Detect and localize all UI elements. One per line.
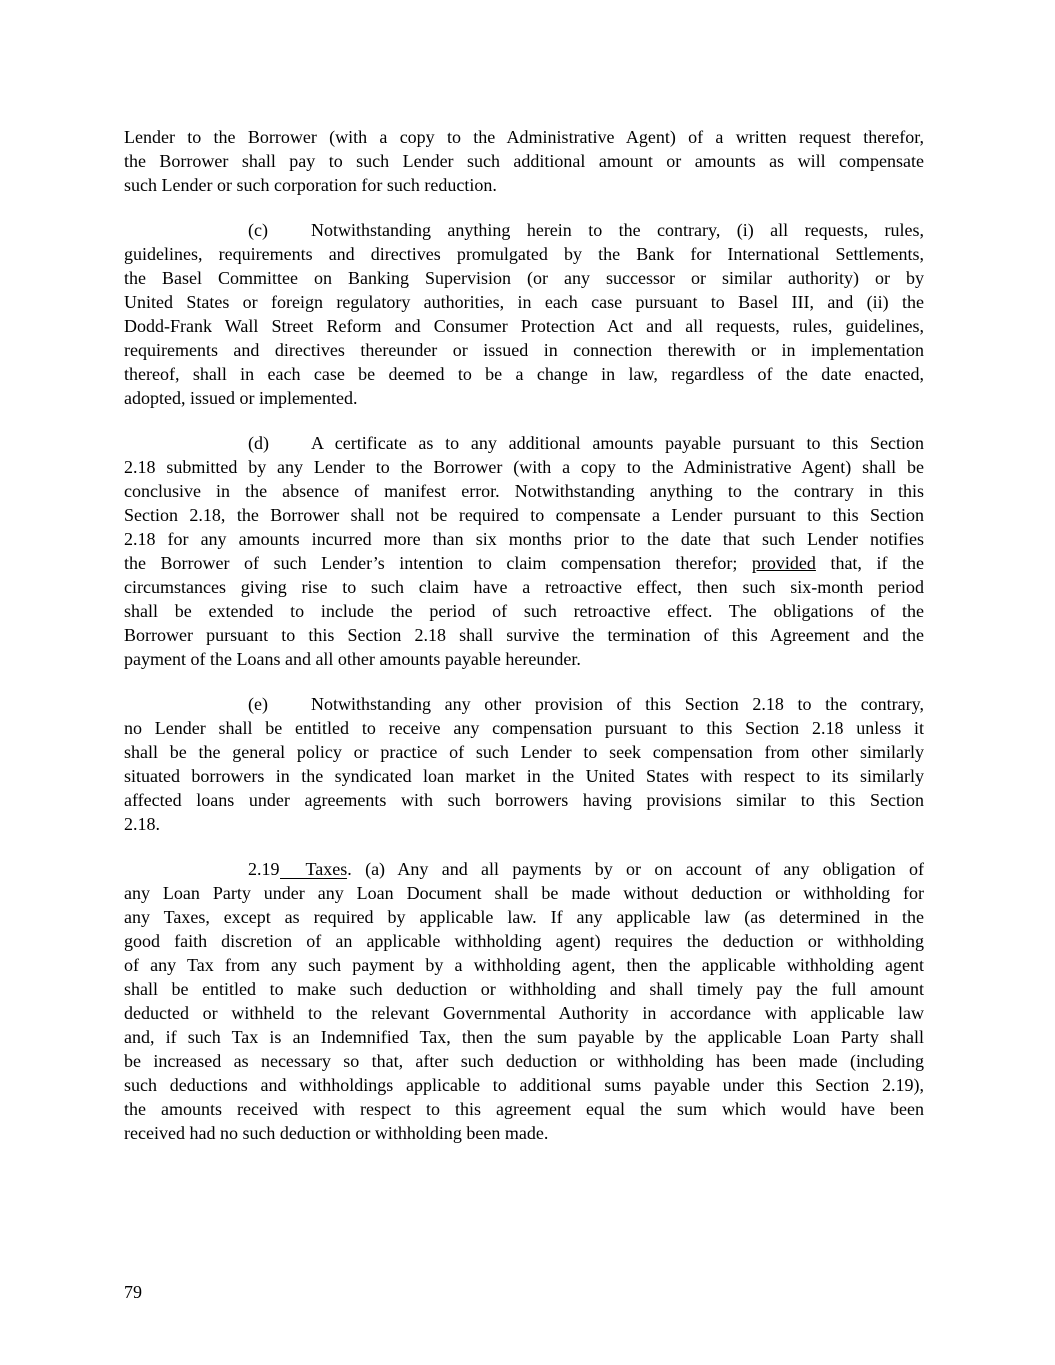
text-line <box>124 1001 924 1025</box>
text-line <box>124 386 924 410</box>
text-line <box>124 692 924 716</box>
line-text: any Loan Party under any Loan Document shall be made without deduction or withholding for <box>124 883 924 903</box>
text-line <box>124 857 924 881</box>
text-line <box>124 173 924 197</box>
line-text: such deductions and withholdings applicable to additional sums payable under this Section 2.19), <box>124 1075 924 1095</box>
line-text: good faith discretion of an applicable withholding agent) requires the deduction or withholding <box>124 931 924 951</box>
line-text: payment of the Loans and all other amounts payable hereunder. <box>124 649 581 669</box>
paragraph <box>124 857 924 1145</box>
paragraph-label: (d) <box>248 433 269 453</box>
text-line <box>124 1073 924 1097</box>
text-line <box>124 716 924 740</box>
text-line <box>124 431 924 455</box>
line-text: that, if the <box>815 553 924 573</box>
line-text: Notwithstanding anything herein to the contrary, (i) all requests, rules, <box>311 220 924 240</box>
page-number: 79 <box>124 1282 142 1302</box>
document-body <box>124 125 924 1166</box>
text-line <box>124 977 924 1001</box>
line-text: . (a) Any and all payments by or on account of any obligation of <box>347 859 924 879</box>
line-text: Borrower pursuant to this Section 2.18 shall survive the termination of this Agreement and the <box>124 625 924 645</box>
line-text: shall be the general policy or practice of such Lender to seek compensation from other similarly <box>124 742 924 762</box>
underlined-term: provided <box>751 553 816 573</box>
line-text: circumstances giving rise to such claim have a retroactive effect, then such six-month period <box>124 577 924 597</box>
text-line <box>124 905 924 929</box>
text-line <box>124 218 924 242</box>
line-text: the Borrower of such Lender’s intention to claim compensation therefor; <box>124 553 752 573</box>
text-line <box>124 1025 924 1049</box>
line-text: thereof, shall in each case be deemed to be a change in law, regardless of the date enacted, <box>124 364 924 384</box>
text-line <box>124 647 924 671</box>
text-line <box>124 290 924 314</box>
text-line <box>124 788 924 812</box>
text-line <box>124 740 924 764</box>
line-text: received had no such deduction or withholding been made. <box>124 1123 549 1143</box>
text-line <box>124 551 924 575</box>
line-text: affected loans under agreements with such borrowers having provisions similar to this Section <box>124 790 924 810</box>
paragraph <box>124 218 924 410</box>
text-line <box>124 503 924 527</box>
text-line <box>124 953 924 977</box>
line-text: Dodd-Frank Wall Street Reform and Consumer Protection Act and all requests, rules, guidelines, <box>124 316 924 336</box>
paragraph-label: (e) <box>248 694 268 714</box>
text-line <box>124 125 924 149</box>
line-text: 2.18. <box>124 814 160 834</box>
text-line <box>124 527 924 551</box>
text-line <box>124 1049 924 1073</box>
line-text: guidelines, requirements and directives promulgated by the Bank for International Settlements, <box>124 244 924 264</box>
text-line <box>124 812 924 836</box>
text-line <box>124 149 924 173</box>
line-text: deducted or withheld to the relevant Governmental Authority in accordance with applicable law <box>124 1003 924 1023</box>
section-number: 2.19 <box>248 859 280 879</box>
text-line <box>124 1121 924 1145</box>
line-text: the Basel Committee on Banking Supervision (or any successor or similar authority) or by <box>124 268 924 288</box>
text-line <box>124 623 924 647</box>
text-line <box>124 242 924 266</box>
line-text: and, if such Tax is an Indemnified Tax, then the sum payable by the applicable Loan Party shall <box>124 1027 924 1047</box>
line-text: 2.18 for any amounts incurred more than six months prior to the date that such Lender notifies <box>124 529 924 549</box>
line-text: requirements and directives thereunder or issued in connection therewith or in implementation <box>124 340 924 360</box>
line-text: adopted, issued or implemented. <box>124 388 358 408</box>
text-line <box>124 338 924 362</box>
text-line <box>124 1097 924 1121</box>
text-line <box>124 362 924 386</box>
line-text: no Lender shall be entitled to receive any compensation pursuant to this Section 2.18 unless it <box>124 718 924 738</box>
text-line <box>124 575 924 599</box>
line-text: United States or foreign regulatory authorities, in each case pursuant to Basel III, and (ii) the <box>124 292 924 312</box>
line-text: such Lender or such corporation for such reduction. <box>124 175 497 195</box>
paragraph <box>124 431 924 671</box>
line-text: be increased as necessary so that, after such deduction or withholding has been made (including <box>124 1051 924 1071</box>
line-text: the amounts received with respect to this agreement equal the sum which would have been <box>124 1099 924 1119</box>
line-text: shall be entitled to make such deduction or withholding and shall timely pay the full amount <box>124 979 924 999</box>
line-text: shall be extended to include the period of such retroactive effect. The obligations of the <box>124 601 924 621</box>
line-text: of any Tax from any such payment by a withholding agent, then the applicable withholding agent <box>124 955 924 975</box>
section-heading: Taxes <box>280 860 348 879</box>
text-line <box>124 929 924 953</box>
line-text: Notwithstanding any other provision of this Section 2.18 to the contrary, <box>311 694 924 714</box>
text-line <box>124 455 924 479</box>
text-line <box>124 479 924 503</box>
paragraph <box>124 692 924 836</box>
text-line <box>124 599 924 623</box>
line-text: A certificate as to any additional amounts payable pursuant to this Section <box>311 433 924 453</box>
text-line <box>124 266 924 290</box>
text-line <box>124 764 924 788</box>
line-text: conclusive in the absence of manifest error. Notwithstanding anything to the contrary in this <box>124 481 924 501</box>
paragraph <box>124 125 924 197</box>
text-line <box>124 881 924 905</box>
line-text: Section 2.18, the Borrower shall not be required to compensate a Lender pursuant to this Section <box>124 505 924 525</box>
line-text: situated borrowers in the syndicated loan market in the United States with respect to its similarly <box>124 766 924 786</box>
line-text: any Taxes, except as required by applicable law. If any applicable law (as determined in the <box>124 907 924 927</box>
line-text: 2.18 submitted by any Lender to the Borrower (with a copy to the Administrative Agent) shall be <box>124 457 924 477</box>
paragraph-label: (c) <box>248 220 268 240</box>
line-text: Lender to the Borrower (with a copy to the Administrative Agent) of a written request therefor, <box>124 127 924 147</box>
line-text: the Borrower shall pay to such Lender such additional amount or amounts as will compensate <box>124 151 924 171</box>
text-line <box>124 314 924 338</box>
